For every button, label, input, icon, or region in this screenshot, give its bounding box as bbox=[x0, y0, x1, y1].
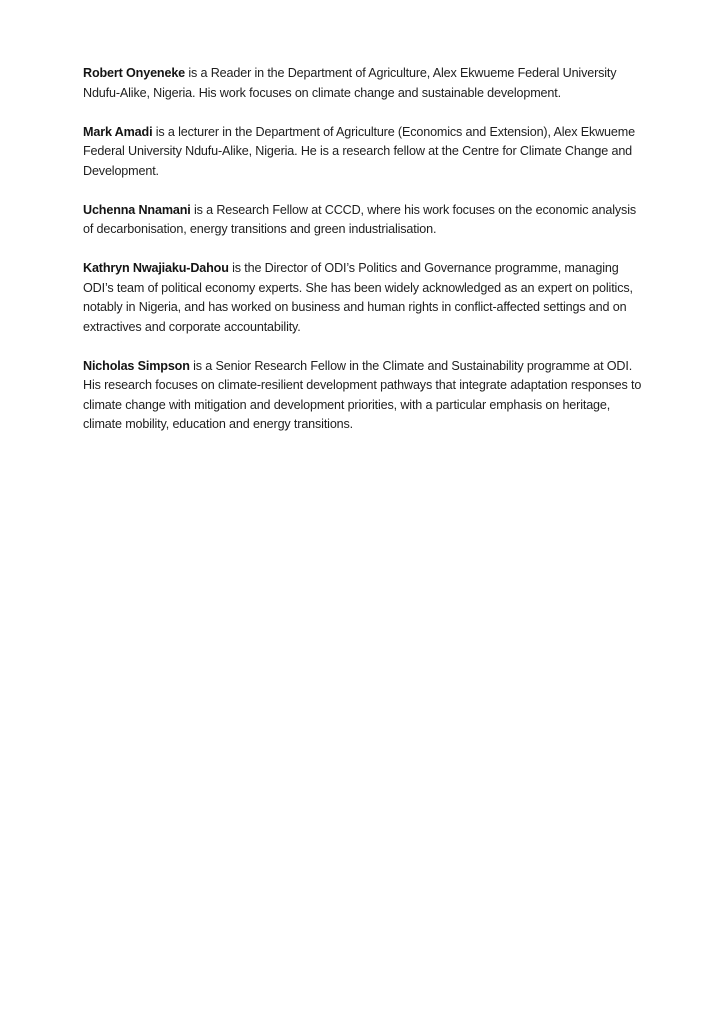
bio-name: Uchenna Nnamani bbox=[83, 202, 191, 217]
bio-text: is a Senior Research Fellow in the Climate and Sustainability programme at ODI. His research focuses on climate-resilient development pathways that integrate adaptation responses to climate change with mitigation and development priorities, with a particular emphasis on heritage, climate mobility, education and energy transitions. bbox=[83, 358, 642, 431]
bio-text: is a lecturer in the Department of Agriculture (Economics and Extension), Alex Ekwueme Federal University Ndufu-Alike, Nigeria. He is a research fellow at the Centre for Climate Change and Development. bbox=[83, 124, 635, 178]
bio-text: is a Reader in the Department of Agriculture, Alex Ekwueme Federal University Ndufu-Alike, Nigeria. His work focuses on climate change and sustainable development. bbox=[83, 66, 617, 100]
bio-robert-onyeneke bbox=[83, 64, 648, 103]
author-bios bbox=[83, 64, 648, 454]
bio-kathryn-nwajiaku-dahou bbox=[83, 259, 648, 337]
bio-mark-amadi bbox=[83, 123, 648, 182]
bio-name: Mark Amadi bbox=[83, 124, 153, 139]
bio-text: is a Research Fellow at CCCD, where his work focuses on the economic analysis of decarbonisation, energy transitions and green industrialisation. bbox=[83, 202, 636, 236]
bio-name: Kathryn Nwajiaku-Dahou bbox=[83, 261, 229, 275]
bio-nicholas-simpson bbox=[83, 357, 648, 435]
bio-text: is the Director of ODI’s Politics and Governance programme, managing ODI’s team of political economy experts. She has been widely acknowledged as an expert on politics, notably in Nigeria, and has worked on business and human rights in conflict-affected settings and on extractives and corporate accountability. bbox=[83, 261, 633, 334]
bio-name: Robert Onyeneke bbox=[83, 66, 186, 80]
bio-uchenna-nnamani bbox=[83, 201, 648, 240]
bio-name: Nicholas Simpson bbox=[83, 358, 190, 373]
